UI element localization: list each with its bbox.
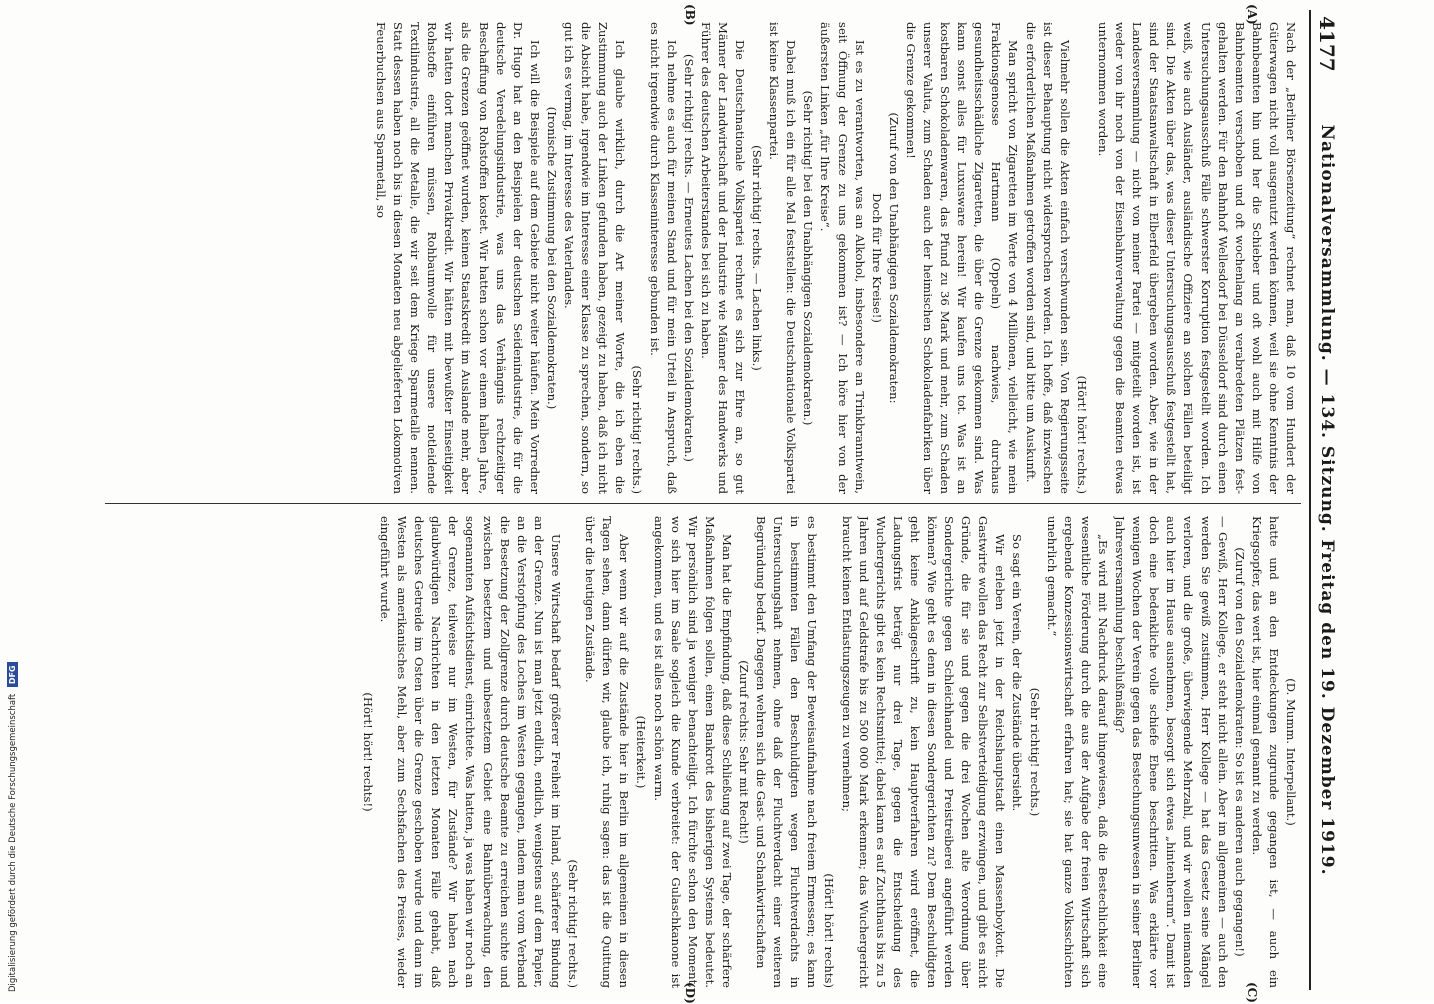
paragraph: Ich nehme es auch für meinen Stand und für mein Urteil in Anspruch, daß es nicht irgendwie durch Klasseninteresse gebunden ist. bbox=[647, 22, 679, 494]
marker-b: (B) bbox=[683, 4, 697, 26]
paragraph: Man hat die Empfindung, daß diese Schließung auf zwei Tage, der schärfere Maßnahmen folgen sollen, einen Bankrott des bisherigen Systems bedeutet. Wir persönlich sind ja weniger benachteiligt. Ich fürchte schon den Moment, wo sich hier im Saale sogleich die Kunde verbreitet: der Gulaschkanone ist angekommen, und es ist alles noch schön warm. bbox=[651, 516, 734, 988]
paragraph: (Hört! hört! rechts.) bbox=[1074, 375, 1089, 494]
page-header bbox=[1309, 10, 1345, 990]
page-number: 4177 bbox=[1315, 16, 1339, 72]
paragraph: Dabei muß ich ein für alle Mal feststellen: die Deutschnationale Volkspartei ist keine Klassenpartei. bbox=[767, 22, 799, 494]
paragraph: Ich glaube wirklich, durch die Art meiner Worte, die ich eben die Zustimmung auch der Linken gefunden haben, gezeigt zu haben, daß ich nicht die Absicht habe, irgendwie im Interesse einer Klasse zu sprechen, sondern, so gut ich es vermag, im Interesse des Vaterlandes. bbox=[562, 22, 628, 494]
paragraph: hatte und an den Entdeckungen zugrunde gegangen ist, — auch ein Kriegsopfer, das wert ist, hier einmal genannt zu werden. bbox=[1249, 516, 1281, 988]
marker-c: (C) bbox=[1245, 982, 1259, 1003]
paragraph: (Zuruf rechts: Sehr mit Recht!) bbox=[737, 660, 751, 844]
paragraph: Vielmehr sollen die Akten einfach verschwunden sein. Von Regierungsseite ist dieser Behauptung nicht widersprochen worden. Ich hoffe, daß inzwischen die erforderlichen Maßnahmen getroffen worden sind, und bitte um Auskunft. bbox=[1023, 22, 1072, 494]
page-title: Nationalversammlung. — 134. Sitzung. Freitag den 19. Dezember 1919. bbox=[1317, 124, 1337, 876]
paragraph: (Heiterkeit.) bbox=[634, 715, 649, 789]
paragraph: — Gewiß, Herr Kollege, er steht nicht allein. Aber im allgemeinen — auch den werden Sie gewiß zustimmen, Herr Kollege — hat das Gesetz seine Mängel verloren, und die große, überwiegende Mehrzahl, und wir wollen niemanden auch hier im Hause ausnehmen, besorgt sich etwas „hintenherum“. Damit ist doch eine bedenkliche volle schiefe Ebene beschritten. Was erklärte vor wenigen Wochen der Verein gegen das Bestechungsunwesen in seiner Berliner Jahresversammlung beschlußmäßig? bbox=[1113, 516, 1230, 988]
text-column-left bbox=[109, 22, 1299, 494]
paragraph: Man spricht von Zigaretten im Werte von 4 Millionen, vielleicht, wie mein Fraktionsgenosse Hartmann (Oppeln) nachwies, durchaus gesundheitsschädliche Zigaretten, die über die Grenze gekommen sind. Was kann sonst alles für Luxusware herein! Wir kaufen uns tot. Was ist an kostbaren Schokoladenwaren, das Pfund zu 36 Mark und mehr, zum Schaden unserer Valuta, zum Schaden auch der heimischen Schokoladenfabriken über die Grenze gekommen! bbox=[903, 22, 1021, 494]
paragraph: (Sehr richtig! rechts.) bbox=[566, 859, 581, 988]
paragraph: (D. Mumm. Interpellant.) bbox=[1284, 678, 1298, 826]
marker-d: (D) bbox=[683, 982, 697, 1004]
paragraph: Wir erleben jetzt in der Reichshauptstadt einen Massenboykott. Die Gastwirte wollen das Recht zur Selbstverteidigung erzwingen, und gibt es nicht Gründe, die für sie und gegen die drei Wochen alte Verordnung über Sondergerichte gegen Schleichhandel und Preistreiberei angeführt werden können? Wie geht es denn in diesen Sondergerichten zu? Dem Beschuldigten geht keine Anklageschrift zu, kein Hauptverfahren wird eröffnet, die Ladungsfrist beträgt nur drei Tage, gegen die Entscheidung des Wuchergerichts gibt es kein Rechtsmittel; dabei kann es auf Zuchthaus bis zu 5 Jahren und auf Geldstrafe bis zu 500 000 Mark erkennen; das Wuchergericht braucht keinen Entlastungszeugen zu vernehmen; bbox=[839, 516, 1008, 988]
paragraph: es bestimmt den Umfang der Beweisaufnahme nach freiem Ermessen; es kann in bestimmten Fällen den Beschuldigten wegen Fluchtverdachts in Untersuchungshaft nehmen, ohne daß der Fluchtverdacht einer weiteren Begründung bedarf. Dagegen wehren sich die Gast- und Schankwirtschaften bbox=[754, 516, 820, 988]
paragraph: (Zuruf von den Unabhängigen Sozialdemokraten: bbox=[886, 112, 901, 404]
paragraph: (Sehr richtig! rechts.) bbox=[630, 365, 645, 494]
dfg-logo: DFG bbox=[7, 662, 18, 687]
paragraph: „Es wird mit Nachdruck darauf hingewiesen, daß die Bestechlichkeit eine wesentliche Förderung durch die aus der Aufgabe der freien Wirtschaft sich ergebende Konzessionswirtschaft erfahren hat; sie hat ganze Volksschichten unehrlich gemacht.“ bbox=[1044, 516, 1110, 988]
paragraph: (Sehr richtig! rechts. — Erneutes Lachen bei den Sozialdemokraten.) bbox=[681, 54, 696, 462]
paragraph: Die Deutschnationale Volkspartei rechnet es sich zur Ehre an, so gut Männer der Landwirtschaft und der Industrie wie Männer des Handwerks und Führer des deutschen Arbeiterstandes bei sich zu haben. bbox=[698, 22, 747, 494]
paragraph: Unsere Wirtschaft bedarf größerer Freiheit im Inland, schärferer Bindung an der Grenze. Nun ist man jetzt endlich, endlich, wenigstens auf dem Papier, an die Verstopfung des Loches im Westen gegangen, indem man vom Verband die Besetzung der Zollgrenze durch deutsche Beamte zu erreichen suchte und zwischen besetztem und unbesetztem Gebiet eine Bahnüberwachung, den sogenannten Aufsichtsdienst, einrichtete. Was hatten, ja was haben wir noch an der Grenze, teilweise nur im Westen, für Zustände? Wir haben nach glaubwürdigen Nachrichten in den letzten Monaten Fälle gehabt, daß deutsches Getreide im Osten über die Grenze geschoben wurde und dann im Westen als amerikanisches Mehl, aber zum Sechsfachen des Preises, wieder eingeführt wurde. bbox=[378, 516, 563, 988]
paragraph: (Hört! hört! rechts!) bbox=[360, 692, 375, 812]
footer-text: Digitalisierung gefördert durch die Deutsche Forschungsgemeinschaft bbox=[8, 693, 18, 992]
paragraph: (Ironische Zustimmung bei den Sozialdemokraten.) bbox=[544, 106, 559, 410]
paragraph: (Sehr richtig! rechts.) bbox=[1027, 687, 1042, 817]
digitization-footer bbox=[6, 602, 20, 992]
text-column-right bbox=[109, 516, 1299, 988]
paragraph: Ich will die Beispiele auf dem Gebiete nicht weiter häufen. Mein Vorredner Dr. Hugo hat an den Beispielen der deutschen Seidenindustrie, die für die deutsche Veredelungsindustrie, was uns das Verhängnis rechtzeitiger Beschaffung von Rohstoffen kostet. Wir hatten schon vor einem halben Jahre, als die Grenzen geöffnet wurden, keinen Staatskredit im Auslande mehr, aber wir hatten dort manchen Privatkredit. Wir hätten mit bewußter Einseitigkeit Rohstoffe einführen müssen, Rohbaumwolle für unsere notleidende Textilindustrie, all die Metalle, die wir seit dem Kriege Sparmetalle nennen. Statt dessen haben noch bis in diesen Monaten neu abgelieferten Lokomotiven Feuerbuchsen aus Sparmetall, so bbox=[374, 22, 542, 494]
column-divider bbox=[105, 503, 1301, 504]
paragraph: (Zuruf von den Sozialdemokraten: So ist es anderen auch gegangen!) bbox=[1232, 547, 1247, 957]
paragraph: So sagt ein Verein, der die Zustände übersieht. bbox=[1010, 534, 1025, 812]
paragraph: Ist es zu verantworten, was an Alkohol, insbesondere an Trinkbranntwein, seit Öffnung der Grenze zu uns gekommen ist? — Ich höre hier von der äußersten Linken „für Ihre Kreise“. bbox=[818, 22, 867, 494]
paragraph: (Sehr richtig! rechts. — Lachen links.) bbox=[750, 145, 765, 371]
marker-a: (A) bbox=[1245, 4, 1259, 25]
paragraph: Aber wenn wir auf die Zustände hier in Berlin im allgemeinen in diesen Tagen sehen, dann dürfen wir, glaube ich, ruhig sagen: das ist die Quittung über die heutigen Zustände. bbox=[583, 516, 632, 988]
rotated-page bbox=[95, 4, 1345, 1004]
paragraph: (Sehr richtig! bei den Unabhängigen Sozialdemokraten.) bbox=[801, 90, 816, 426]
paragraph: Nach der „Berliner Börsenzeitung“ rechnet man, daß 10 vom Hundert der Güterwagen nicht voll ausgenutzt werden können, weil sie ohne Kenntnis der Bahnbeamten hin und her die Schieber und oft wohl auch mit Hilfe von Bahnbeamten verschoben und oft wochenlang an verabredeten Plätzen festgehalten werden. Für den Bahnhof Wellesdorf bei Düsseldorf sind durch einen Untersuchungsausschuß Fälle schwerster Korruption festgestellt worden. Ich weiß, wie auch Ausländer, ausländische Offiziere an solchen Fällen beteiligt sind. Die Akten über das, was dieser Untersuchungsausschuß festgestellt hat, sind der Staatsanwaltschaft in Elberfeld übergeben worden. Aber, wie in der Landesversammlung — nicht von meiner Partei — mitgeteilt worden ist, ist weder von ihr noch von der Eisenbahnverwaltung gegen die Beamten etwas unternommen worden. bbox=[1095, 22, 1298, 494]
paragraph: (Hört! hört! rechts) bbox=[822, 873, 837, 988]
paragraph: Doch für Ihre Kreise!) bbox=[869, 193, 884, 323]
